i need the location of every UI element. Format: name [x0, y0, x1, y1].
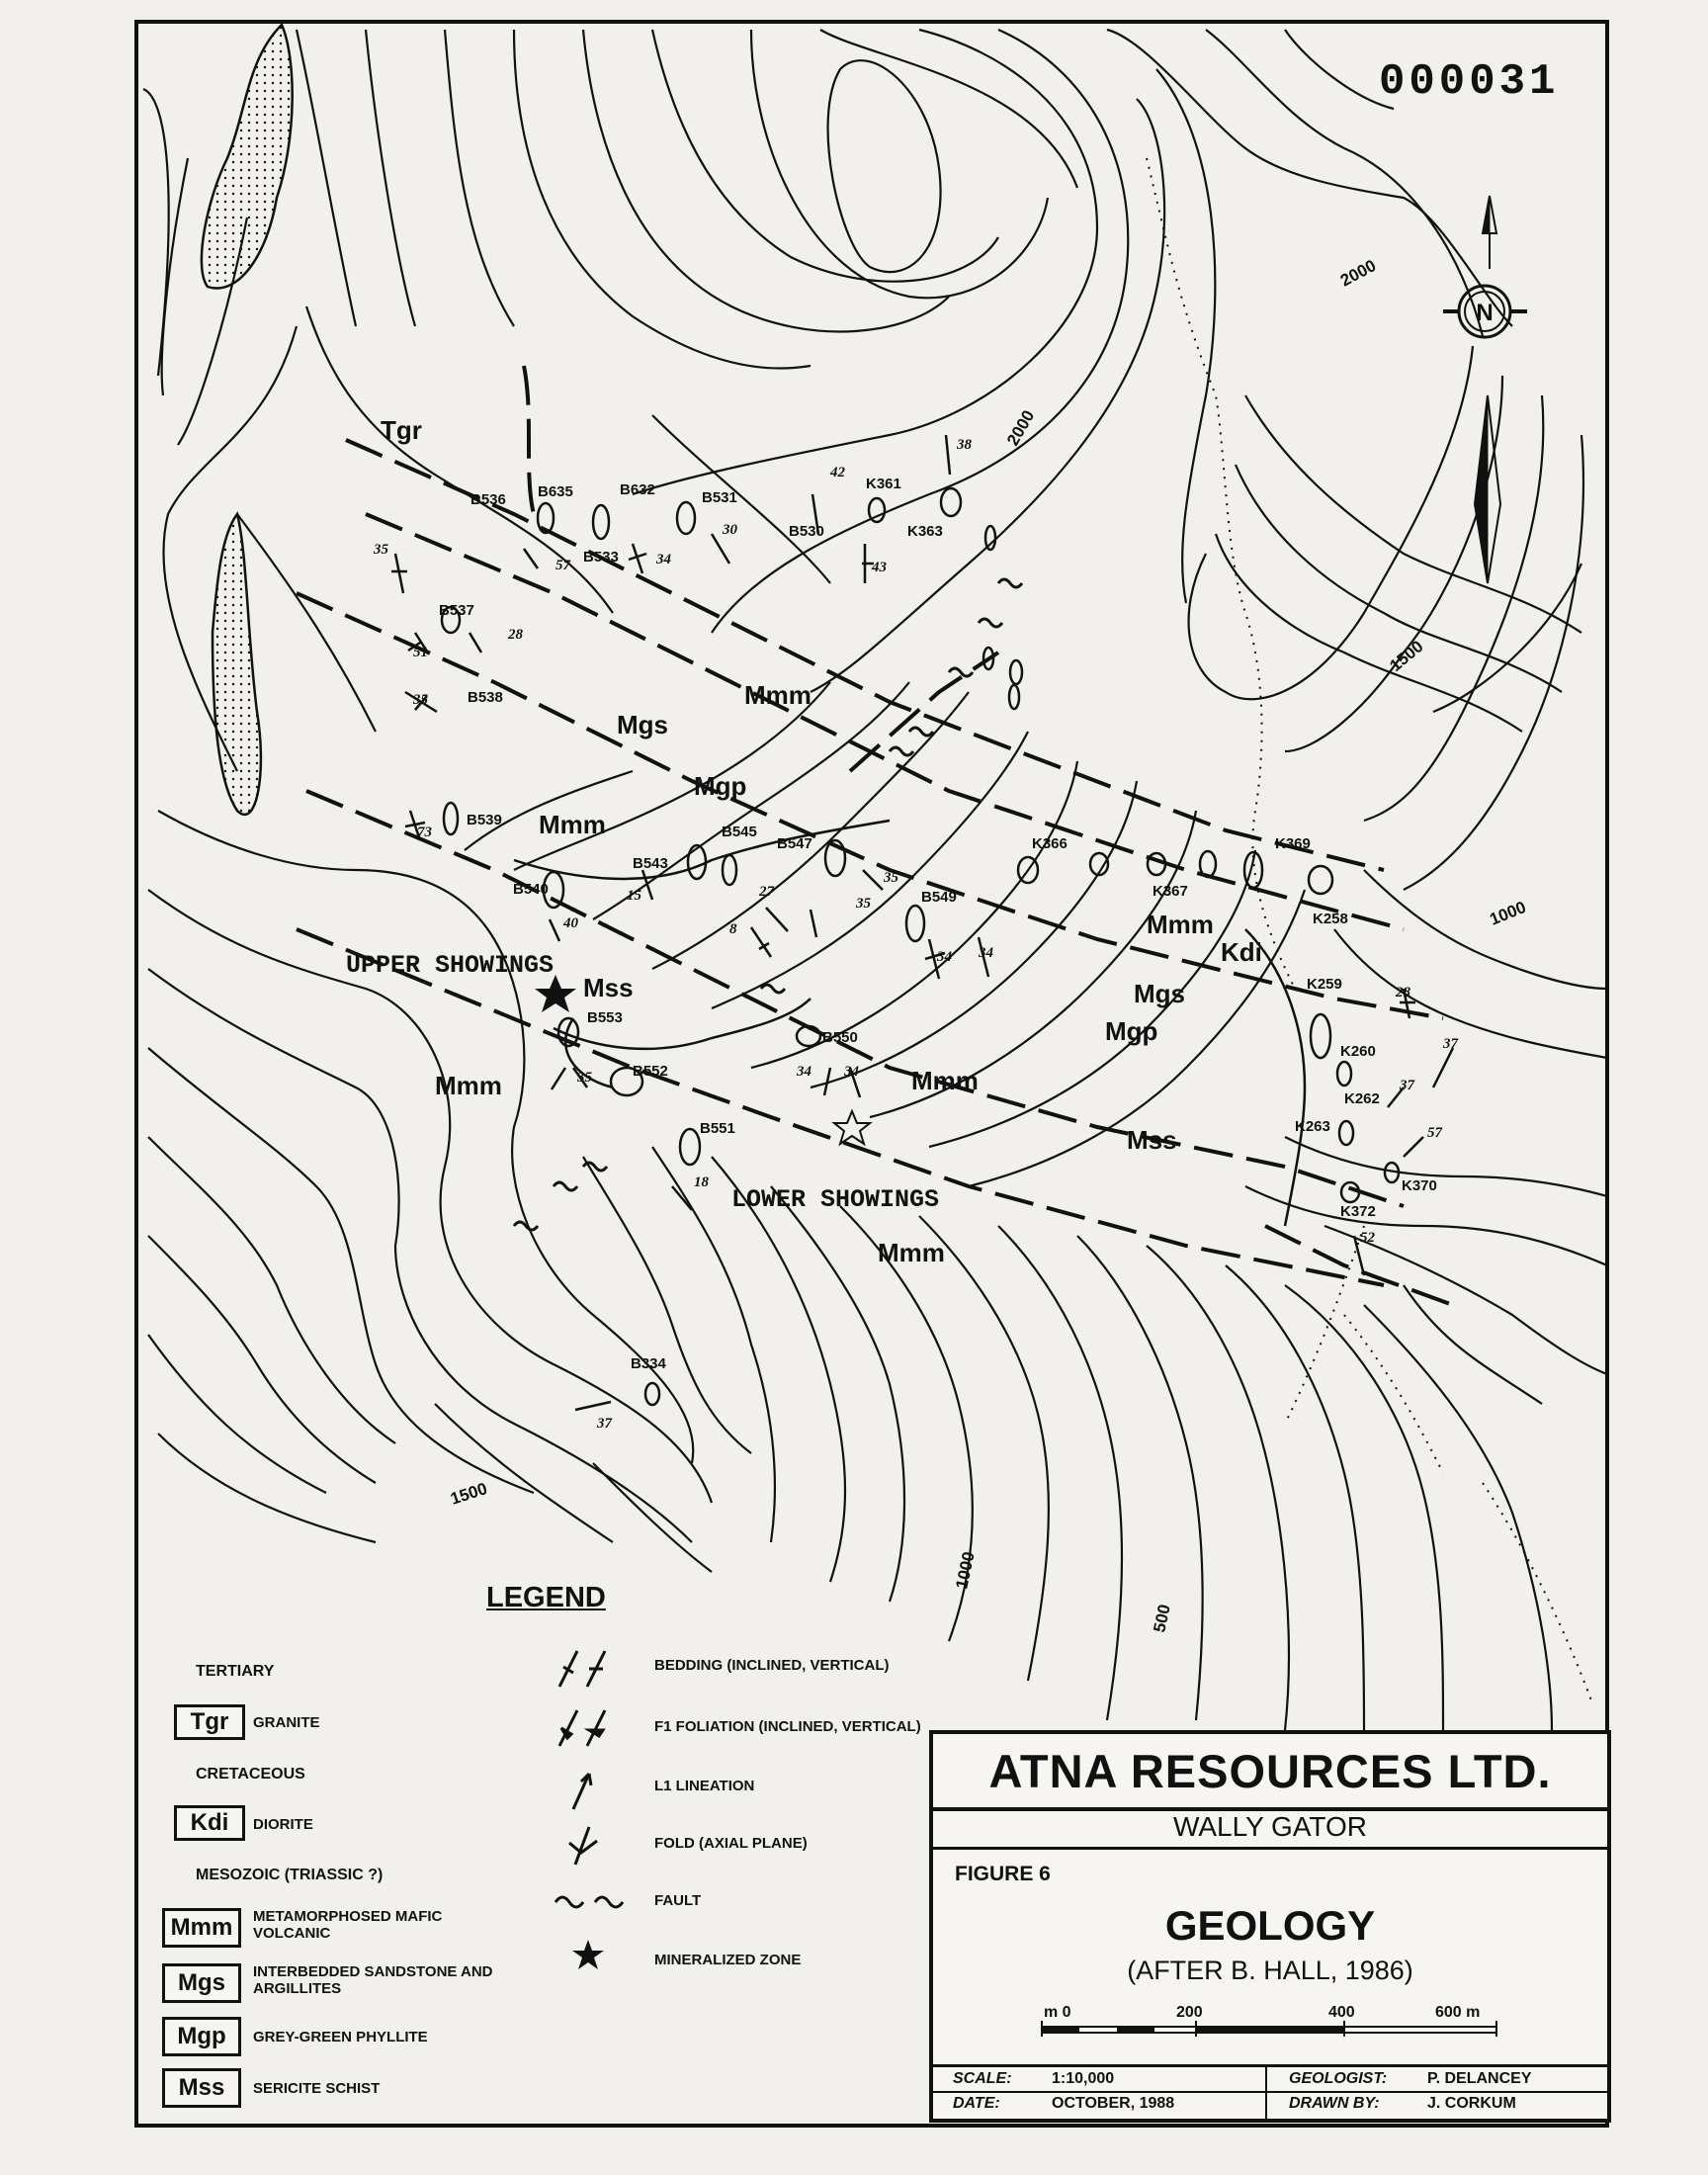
symbol-desc: FOLD (AXIAL PLANE)	[654, 1835, 808, 1852]
era-label: MESOZOIC (TRIASSIC ?)	[196, 1867, 384, 1883]
fold-icon	[563, 1823, 603, 1867]
sample-label: K259	[1307, 976, 1342, 993]
attitude-value: 37	[1400, 1078, 1414, 1093]
unit-box-mgs: Mgs	[162, 1963, 241, 2003]
geologist-value: P. DELANCEY	[1427, 2070, 1532, 2087]
legend	[158, 1582, 949, 2135]
map-unit-label: Kdi	[1221, 937, 1262, 967]
contour-label: 1000	[952, 1549, 979, 1591]
company-name: ATNA RESOURCES LTD.	[933, 1734, 1607, 1811]
date-value: OCTOBER, 1988	[1052, 2095, 1175, 2112]
attitude-value: 15	[627, 888, 641, 904]
sample-label: B334	[631, 1355, 666, 1372]
attitude-value: 40	[563, 915, 578, 931]
sample-label: K369	[1275, 835, 1311, 852]
scale-value: 1:10,000	[1052, 2070, 1115, 2087]
map-unit-label: Mmm	[744, 680, 811, 710]
project-name: WALLY GATOR	[933, 1807, 1607, 1850]
era-label: TERTIARY	[196, 1663, 275, 1680]
contour-label: 1500	[1386, 637, 1427, 676]
scale-tick-label: 200	[1176, 2004, 1203, 2021]
map-unit-label: Mss	[583, 973, 634, 1002]
sample-label: K263	[1295, 1118, 1330, 1135]
title-block	[929, 1730, 1611, 2123]
sample-label: B552	[633, 1063, 668, 1080]
unit-desc: SERICITE SCHIST	[253, 2080, 381, 2097]
symbol-desc: FAULT	[654, 1892, 702, 1909]
figure-number: FIGURE 6	[955, 1863, 1051, 1885]
symbol-desc: L1 LINEATION	[654, 1778, 755, 1794]
upper-showings-label: UPPER SHOWINGS	[346, 951, 555, 980]
attitude-value: 34	[797, 1064, 811, 1080]
unit-box-kdi: Kdi	[174, 1805, 245, 1841]
sample-label: B530	[789, 523, 824, 540]
unit-desc: GREY-GREEN PHYLLITE	[253, 2029, 428, 2045]
unit-desc: GRANITE	[253, 1714, 320, 1731]
contour-label: 1500	[448, 1479, 490, 1509]
sample-label: B632	[620, 481, 655, 498]
star-icon-lower	[834, 1111, 870, 1144]
sample-label: B533	[583, 549, 619, 566]
sample-label: B531	[702, 489, 737, 506]
geologist-label: GEOLOGIST:	[1289, 2070, 1388, 2087]
attitude-value: 35	[884, 870, 898, 886]
attitude-value: 42	[830, 465, 845, 480]
figure-title: GEOLOGY	[1164, 1902, 1376, 1949]
attitude-value: 28	[1396, 985, 1410, 1000]
scale-tick-label: 400	[1328, 2004, 1355, 2021]
sample-label: K372	[1340, 1203, 1376, 1220]
map-unit-label: Mss	[1127, 1125, 1177, 1155]
attitude-value: 57	[1427, 1125, 1442, 1141]
title-block-footer	[933, 2064, 1607, 2119]
drawn-by-label: DRAWN BY:	[1289, 2095, 1380, 2112]
attitude-value: 35	[856, 896, 871, 912]
sample-label: B540	[513, 881, 549, 898]
attitude-value: 37	[597, 1416, 612, 1432]
figure-subtitle: (AFTER B. HALL, 1986)	[1127, 1956, 1413, 1985]
scale-label: SCALE:	[953, 2070, 1012, 2087]
contour-lines	[143, 30, 1607, 1730]
symbol-desc: F1 FOLIATION (INCLINED, VERTICAL)	[654, 1718, 921, 1735]
sample-label: B635	[538, 483, 573, 500]
unit-box-mss: Mss	[162, 2068, 241, 2108]
date-label: DATE:	[953, 2095, 1000, 2112]
lower-showings-label: LOWER SHOWINGS	[731, 1185, 940, 1214]
star-icon-upper	[535, 975, 576, 1012]
legend-title: LEGEND	[486, 1582, 606, 1613]
fault-icon	[552, 1884, 631, 1914]
contour-label: 500	[1150, 1603, 1174, 1634]
symbol-desc: BEDDING (INCLINED, VERTICAL)	[654, 1657, 890, 1674]
map-unit-label: Mmm	[1147, 910, 1214, 939]
unit-desc: METAMORPHOSED MAFIC VOLCANIC	[253, 1908, 443, 1942]
sample-label: K258	[1313, 911, 1348, 927]
lineation-icon	[567, 1768, 597, 1811]
sample-label: B537	[439, 602, 474, 619]
unit-box-tgr: Tgr	[174, 1704, 245, 1740]
attitude-value: 43	[872, 560, 887, 575]
map-unit-label: Mmm	[435, 1071, 502, 1100]
sample-label: K366	[1032, 835, 1068, 852]
sample-label: K260	[1340, 1043, 1376, 1060]
sample-label: B547	[777, 835, 812, 852]
attitude-value: 35	[577, 1070, 592, 1086]
lake-1	[202, 25, 293, 289]
attitude-value: 73	[417, 825, 432, 840]
attitude-value: 34	[937, 949, 952, 965]
north-arrow-icon	[1443, 196, 1527, 583]
sample-label: B550	[822, 1029, 858, 1046]
sample-label: B538	[468, 689, 503, 706]
sample-label: K262	[1344, 1090, 1380, 1107]
attitude-value: 27	[759, 884, 774, 900]
map-unit-label: Mgs	[1134, 979, 1185, 1008]
era-label: CRETACEOUS	[196, 1766, 305, 1783]
sample-label: B543	[633, 855, 668, 872]
scale-tick-label: 600 m	[1435, 2004, 1481, 2021]
attitude-value: 52	[1360, 1230, 1375, 1246]
bedding-icon	[554, 1647, 613, 1691]
scale-bar	[1002, 2003, 1516, 2043]
sample-label: B536	[470, 491, 506, 508]
sample-label: B539	[467, 812, 502, 828]
star-icon	[571, 1938, 605, 1971]
attitude-value: 34	[844, 1064, 859, 1080]
map-unit-label: Mgp	[694, 771, 747, 801]
contour-label: 2000	[1336, 255, 1380, 291]
attitude-value: 35	[374, 542, 388, 558]
attitude-value: 34	[656, 552, 671, 567]
lake-2	[213, 514, 261, 815]
map-unit-label: Mmm	[878, 1238, 945, 1267]
sample-label: B549	[921, 889, 957, 906]
attitude-value: 38	[957, 437, 972, 453]
attitude-value: 34	[979, 945, 993, 961]
drawn-by-value: J. CORKUM	[1427, 2095, 1516, 2112]
sample-label: B545	[722, 824, 757, 840]
attitude-value: 57	[555, 558, 570, 573]
unit-box-mmm: Mmm	[162, 1908, 241, 1948]
unit-desc: INTERBEDDED SANDSTONE AND ARGILLITES	[253, 1963, 493, 1997]
scale-tick-label: m 0	[1044, 2004, 1071, 2021]
symbol-desc: MINERALIZED ZONE	[654, 1952, 802, 1968]
sample-label: K367	[1153, 883, 1188, 900]
attitude-value: 35	[413, 692, 428, 708]
contour-label: 1000	[1487, 897, 1529, 929]
map-unit-label: Mmm	[911, 1066, 979, 1095]
unit-desc: DIORITE	[253, 1816, 313, 1833]
sheet-number: 000031	[1379, 57, 1560, 107]
attitude-value: 8	[729, 921, 737, 937]
unit-box-mgp: Mgp	[162, 2017, 241, 2056]
north-label: N	[1476, 300, 1494, 326]
attitude-value: 28	[508, 627, 523, 643]
sample-label: K370	[1402, 1177, 1437, 1194]
contour-label: 2000	[1003, 406, 1039, 449]
map-unit-label: Mmm	[539, 810, 606, 839]
attitude-value: 30	[723, 522, 737, 538]
attitude-value: 37	[1443, 1036, 1458, 1052]
sample-label: B551	[700, 1120, 735, 1137]
sample-label: B553	[587, 1009, 623, 1026]
foliation-icon	[554, 1706, 613, 1750]
attitude-value: 51	[413, 645, 428, 660]
map-unit-label: Mgp	[1105, 1016, 1158, 1046]
map-unit-label: Mgs	[617, 710, 668, 740]
sample-label: K361	[866, 476, 901, 492]
map-unit-label: Tgr	[381, 415, 422, 445]
sample-label: K363	[907, 523, 943, 540]
attitude-value: 18	[694, 1174, 709, 1190]
